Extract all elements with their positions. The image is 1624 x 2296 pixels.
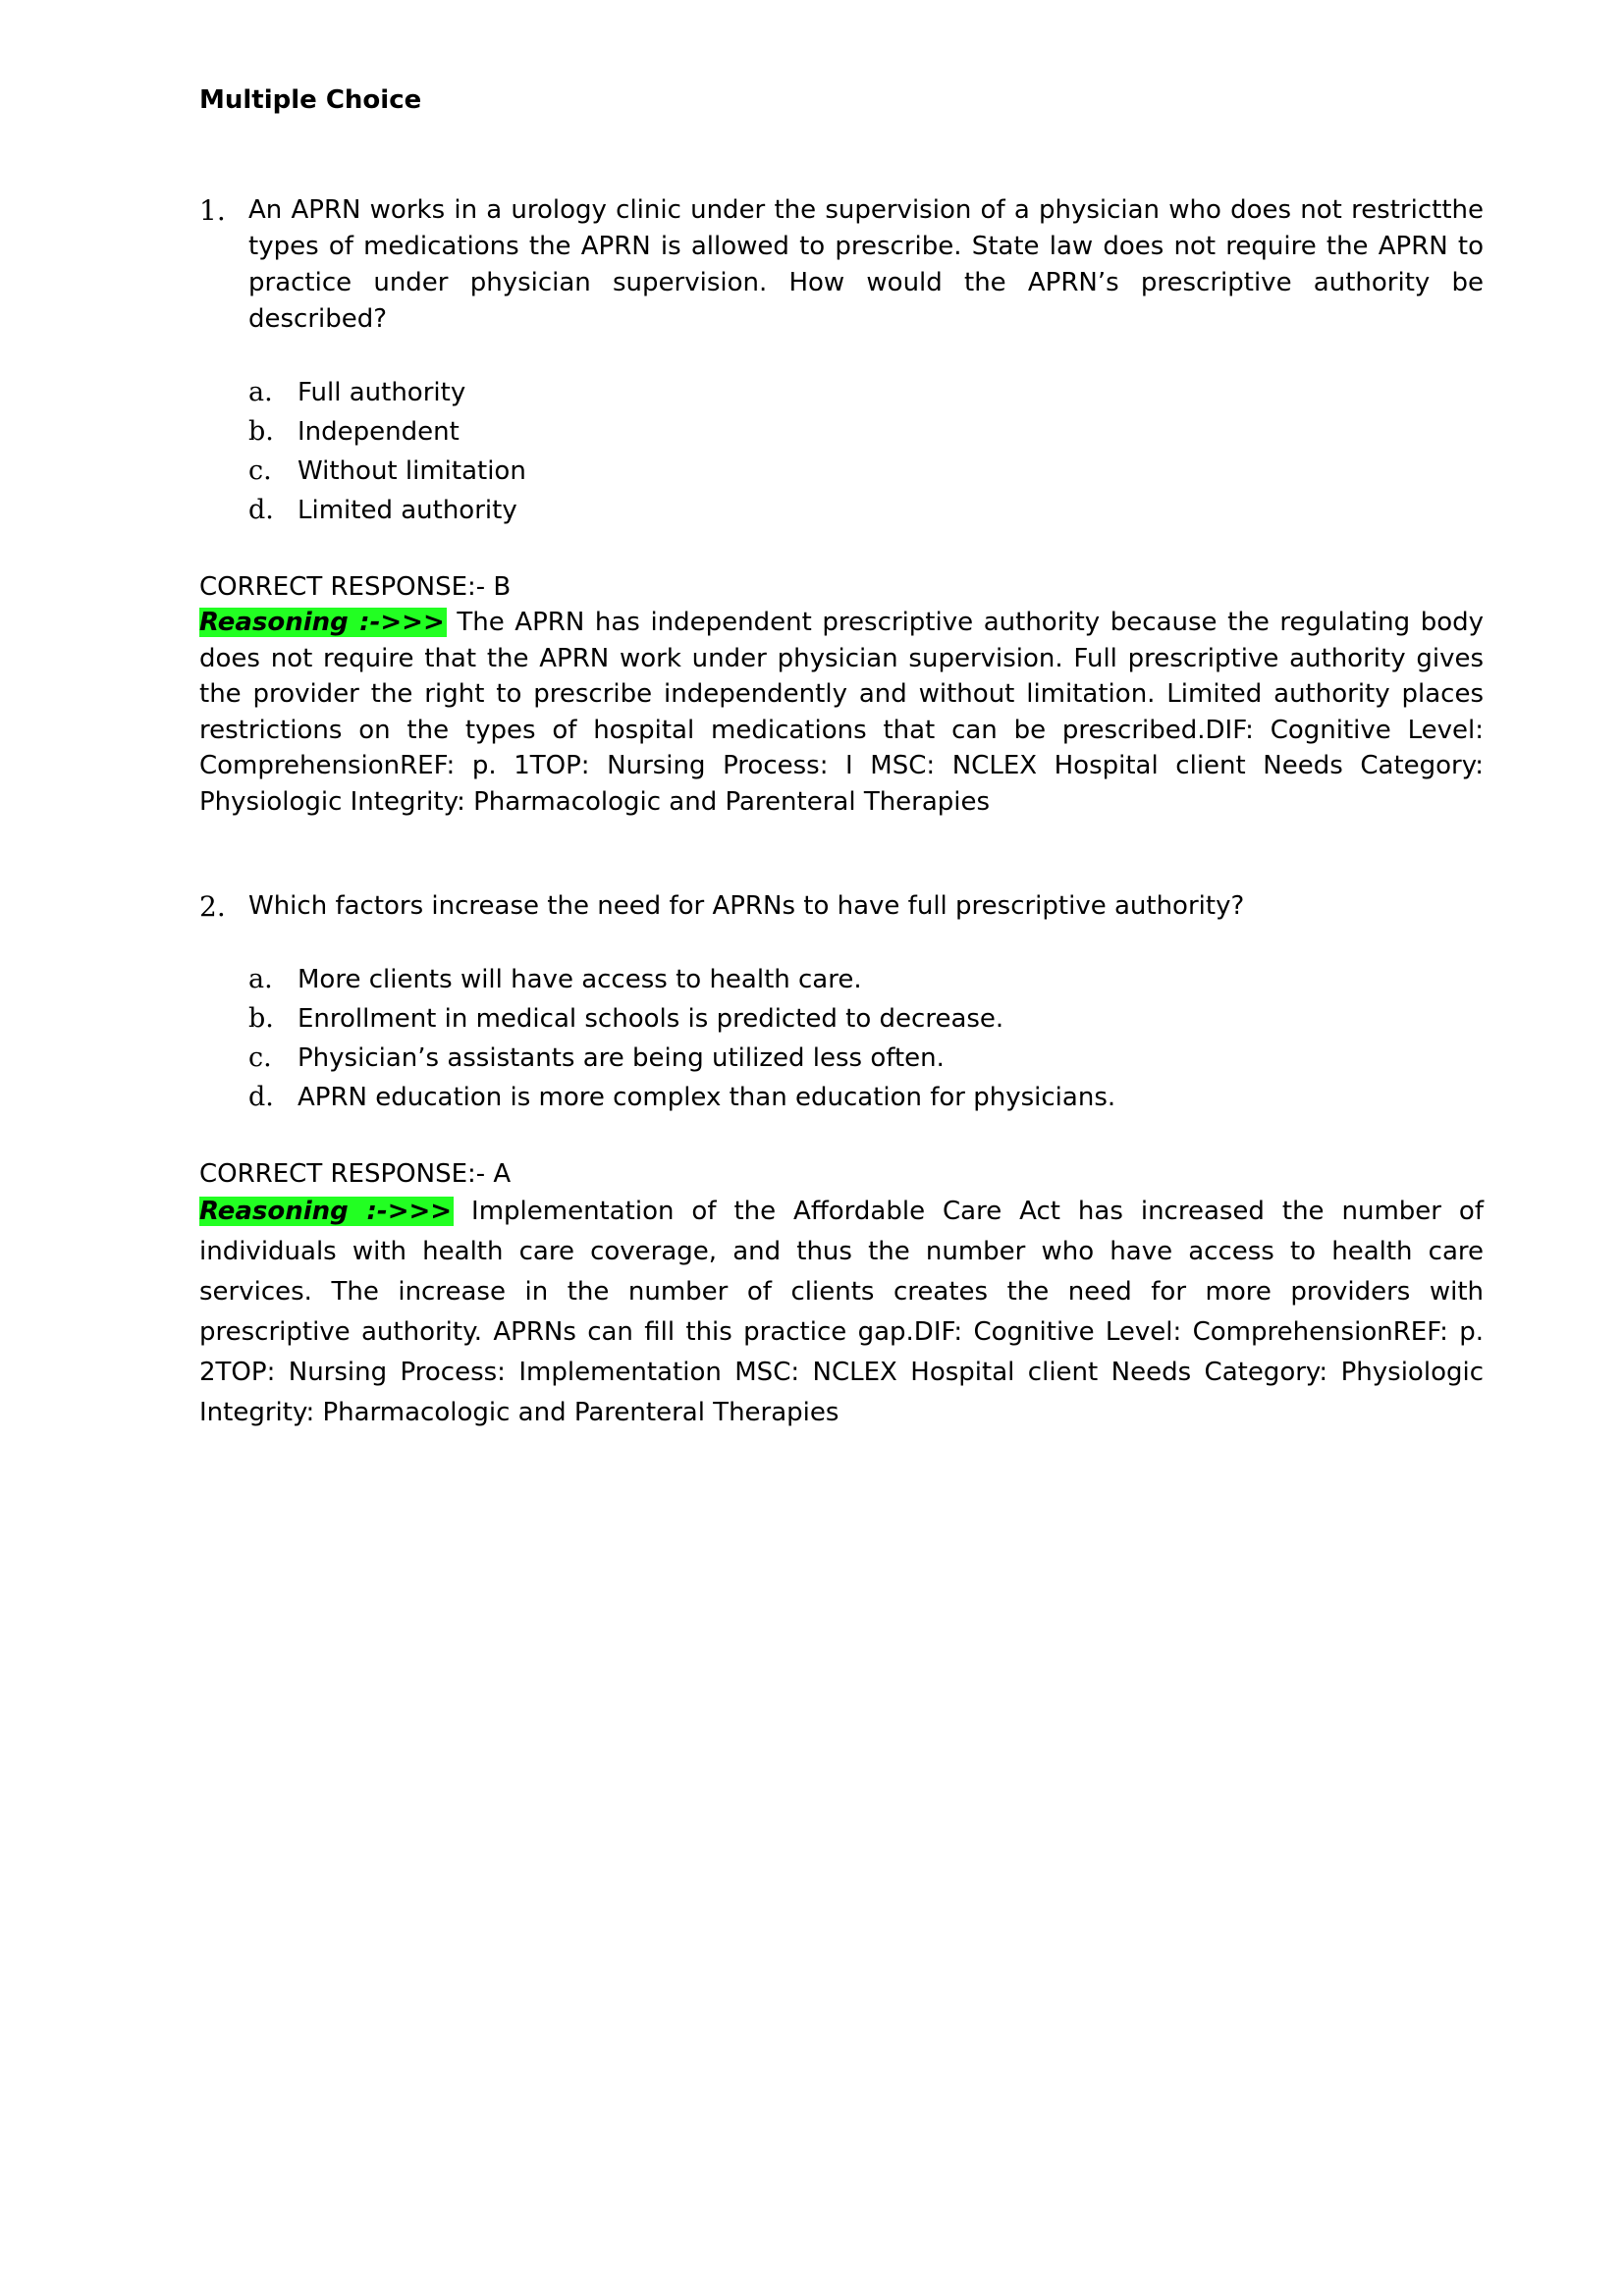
option-letter: a. [248, 377, 273, 407]
option-letter: c. [248, 1042, 272, 1073]
option-b [248, 412, 1484, 452]
document-page [199, 82, 1484, 1433]
question-text: An APRN works in a urology clinic under the supervision of a physician who does not restrictthe types of medications the APRN is allowed to prescribe. State law does not require the APRN to practice under physician supervision. How would the APRN’s prescriptive authority be described? [248, 195, 1484, 334]
option-b [248, 999, 1484, 1039]
option-list [248, 373, 1484, 530]
reasoning-text: Implementation of the Affordable Care Act has increased the number of individuals with health care coverage, and thus the number who have access to health care services. The increase in the number of clients creates the need for more providers with prescriptive authority. APRNs can fill this practice gap.DIF: Cognitive Level: ComprehensionREF: p. 2TOP: Nursing Process: Implementation MSC: NCLEX Hospital client Needs Category: Physiologic Integrity: Pharmacologic and Parenteral Therapies [199, 1197, 1484, 1427]
section-title: Multiple Choice [199, 85, 422, 115]
question-2 [199, 888, 1484, 1433]
question-stem [199, 888, 1484, 925]
option-list [248, 960, 1484, 1117]
option-letter: c. [248, 455, 272, 486]
option-c [248, 452, 1484, 491]
question-stem [199, 192, 1484, 338]
option-letter: b. [248, 1003, 274, 1034]
reasoning-paragraph [199, 605, 1484, 820]
correct-response: CORRECT RESPONSE:- A [199, 1159, 512, 1189]
correct-response: CORRECT RESPONSE:- B [199, 572, 512, 602]
reasoning-label: Reasoning :->>> [199, 608, 445, 637]
option-text: More clients will have access to health care. [298, 965, 862, 994]
option-text: APRN education is more complex than education for physicians. [298, 1083, 1116, 1112]
option-letter: d. [248, 495, 274, 525]
option-a [248, 373, 1484, 412]
question-1 [199, 192, 1484, 820]
question-text: Which factors increase the need for APRNs to have full prescriptive authority? [248, 891, 1245, 921]
question-number: 1. [199, 194, 226, 227]
option-text: Enrollment in medical schools is predicted to decrease. [298, 1004, 1004, 1034]
option-letter: a. [248, 964, 273, 994]
option-text: Limited authority [298, 496, 517, 525]
option-d [248, 491, 1484, 530]
option-text: Without limitation [298, 456, 526, 486]
option-a [248, 960, 1484, 999]
option-letter: b. [248, 416, 274, 447]
option-d [248, 1078, 1484, 1117]
option-text: Independent [298, 417, 460, 447]
question-number: 2. [199, 890, 226, 923]
option-text: Physician’s assistants are being utilized less often. [298, 1043, 945, 1073]
option-c [248, 1039, 1484, 1078]
reasoning-text: The APRN has independent prescriptive authority because the regulating body does not require that the APRN work under physician supervision. Full prescriptive authority gives the provider the right to prescribe independently and without limitation. Limited authority places restrictions on the types of hospital medications that can be prescribed.DIF: Cognitive Level: ComprehensionREF: p. 1TOP: Nursing Process: I MSC: NCLEX Hospital client Needs Category: Physiologic Integrity: Pharmacologic and Parenteral Therapies [199, 608, 1484, 817]
reasoning-label: Reasoning :->>> [199, 1197, 453, 1226]
reasoning-paragraph [199, 1192, 1484, 1433]
option-text: Full authority [298, 378, 466, 407]
option-letter: d. [248, 1082, 274, 1112]
